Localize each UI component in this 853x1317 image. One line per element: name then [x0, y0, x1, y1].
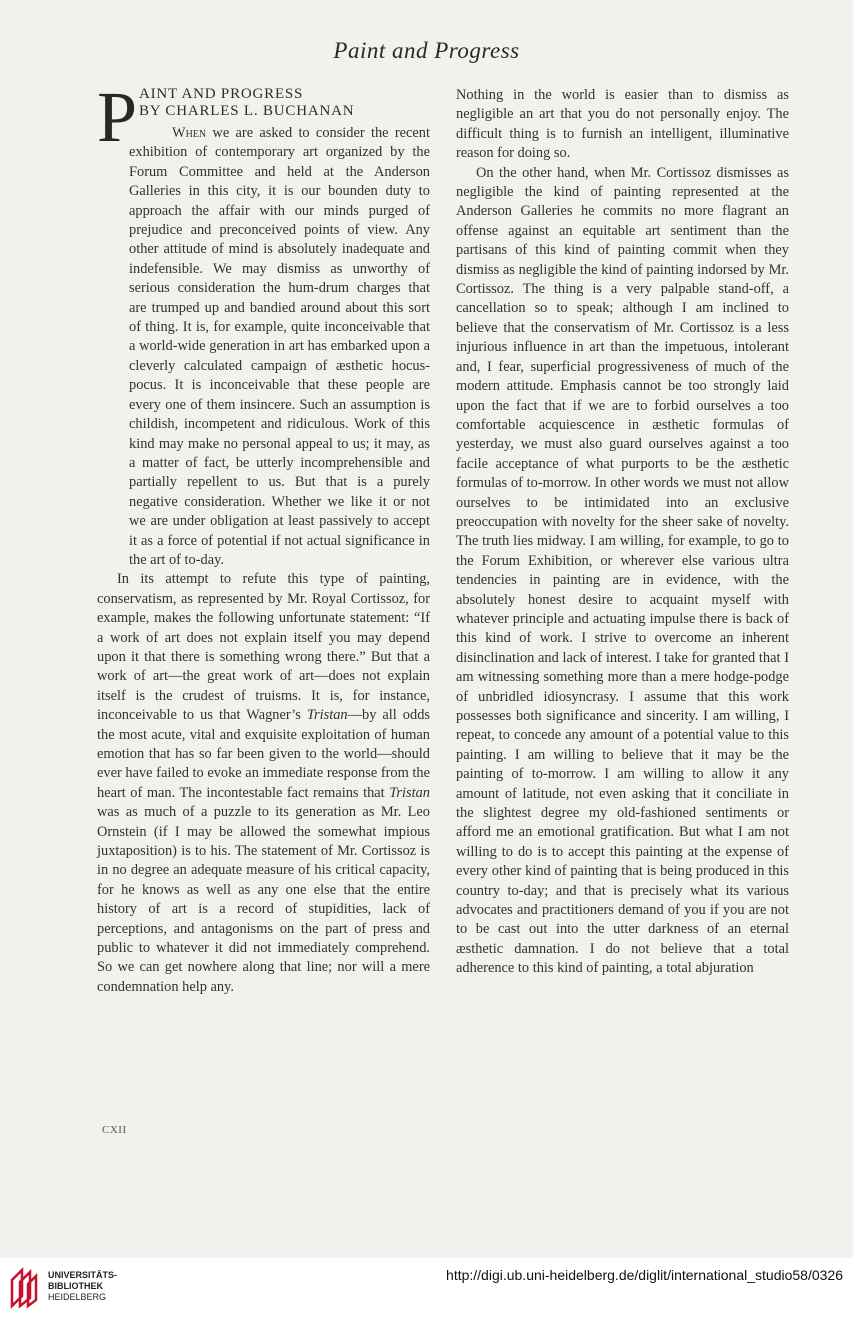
left-column [97, 77, 430, 997]
right-paragraph-2: On the other hand, when Mr. Cortissoz dismisses as negligible the kind of painting represented at the Anderson Galleries he commits no more flagrant an offense against an equitable art sentiment than the partisans of this kind of painting commit when they dismiss as negligible the kind of painting indorsed by Mr. Cortissoz. The thing is a very palpable stand-off, a cancellation so to speak; although I am inclined to believe that the conservatism of Mr. Cortissoz is a less injurious influence in art than the impetuous, intolerant and, I fear, superficial progressiveness of much of the modern attitude. Emphasis cannot be too strongly laid upon the fact that if we are to forbid ourselves a too comfortable acquiescence in æsthetic formulas of yesterday, we must also guard ourselves against a too facile acceptance of what purports to be the æsthetic formulas of to-morrow. In other words we must not allow ourselves to be intimidated into an exclusive preoccupation with novelty for the sheer sake of novelty. The truth lies midway. I am willing, for example, to go to the Forum Exhibition, or wherever else various ultra tendencies in painting are in evidence, with the absolutely honest desire to acquaint myself with whatever principle and actuating impulse there is back of this kind of work. I strive to overcome an inherent disinclination and lack of interest. I take for granted that I am witnessing something more than a mere hodge-podge of unbridled idiosyncrasy. I assume that this work possesses both significance and sincerity. I am willing, I repeat, to concede any amount of a potential value to this painting. I am willing to believe that it may be the painting of to-morrow. I am willing to allow it any amount of latitude, not even asking that it conciliate in the slightest degree my old-fashioned sentiments or afford me an emotional gratification. But what I am not willing to do is to accept this painting at the expense of every other kind of painting that is being produced in this country to-day; and that is precisely what its various advocates and practitioners demand of you if you are not to be cast out into the utter darkness of an eternal æsthetic damnation. I do not believe that a total adherence to this kind of painting, a total abjuration [456, 164, 789, 977]
drop-cap: P [97, 77, 138, 157]
right-paragraph-1: Nothing in the world is easier than to dismiss as negligible an art that you do not personally enjoy. The difficult thing is to furnish an intelligent, illuminative reason for doing so. [456, 87, 789, 162]
library-name-line-2: BIBLIOTHEK [48, 1281, 103, 1291]
left-paragraph-1 [129, 124, 430, 570]
article-title-block [97, 77, 430, 157]
page-folio: CXII [102, 1124, 127, 1136]
library-name-line-3: HEIDELBERG [48, 1292, 107, 1302]
left-paragraph-2 [97, 570, 430, 997]
article-title [139, 86, 354, 120]
digitization-footer [0, 1258, 853, 1317]
title-line-1: AINT AND PROGRESS [139, 86, 304, 102]
library-logo-icon [8, 1266, 40, 1310]
lead-in-word: When [172, 125, 207, 141]
left-paragraph-2-text-b: —by all odds the most acute, vital and exquisite exploitation of human emotion that has so far been given to the world—should ever have failed to evoke an immediate response from the heart of man. The incontestable fact remains that [97, 707, 430, 801]
library-name-line-1: UNIVERSITÄTS- [48, 1270, 118, 1280]
byline: BY CHARLES L. BUCHANAN [139, 103, 355, 119]
right-column [456, 86, 789, 979]
library-name [48, 1270, 117, 1303]
left-paragraph-2-text-c: was as much of a puzzle to its generation as Mr. Leo Ornstein (if I may be allowed the somewhat impious juxtaposition) is to his. The statement of Mr. Cortissoz is in no degree an adequate measure of his critical capacity, for he knows as well as any one else that the entire history of art is a record of stupidities, lack of perceptions, and antagonisms on the part of press and public to whatever it did not immediately comprehend. So we can get nowhere along that line; nor will a mere condemnation help any. [97, 804, 430, 995]
tristan-title-1: Tristan [306, 707, 348, 724]
left-paragraph-2-text-a: In its attempt to refute this type of painting, conservatism, as represented by Mr. Royal Cortissoz, for example, makes the following unfortunate statement: “If a work of art does not explain itself you may depend upon it that there is something wrong there.” But that a work of art—the great work of art—does not explain itself is the crudest of truisms. It is, for instance, inconceivable to us that Wagner’s [97, 571, 430, 724]
running-head: Paint and Progress [333, 38, 520, 63]
permalink-url[interactable]: http://digi.ub.uni-heidelberg.de/diglit/international_studio58/0326 [446, 1267, 843, 1283]
tristan-title-2: Tristan [389, 784, 430, 801]
left-paragraph-1-text: we are asked to consider the recent exhibition of contemporary art organized by the Forum Committee and held at the Anderson Galleries in this city, it is our bounden duty to approach the affair with our minds purged of prejudice and preconceived points of view. Any other attitude of mind is absolutely inadequate and indefensible. We may dismiss as unworthy of serious consideration the hum-drum charges that are trumped up and bandied around about this sort of thing. It is, for example, quite inconceivable that a world-wide generation in art has embarked upon a cleverly calculated campaign of æsthetic hocus-pocus. It is inconceivable that these people are every one of them insincere. Such an assumption is childish, incompetent and ridiculous. Work of this kind may make no personal appeal to us; it may, as a matter of fact, be utterly incomprehensible and partially repellent to us. But that is a purely negative consideration. Whether we like it or not we are under obligation at least passively to accept it as a force of potential if not actual significance in the art of to-day. [129, 125, 430, 568]
